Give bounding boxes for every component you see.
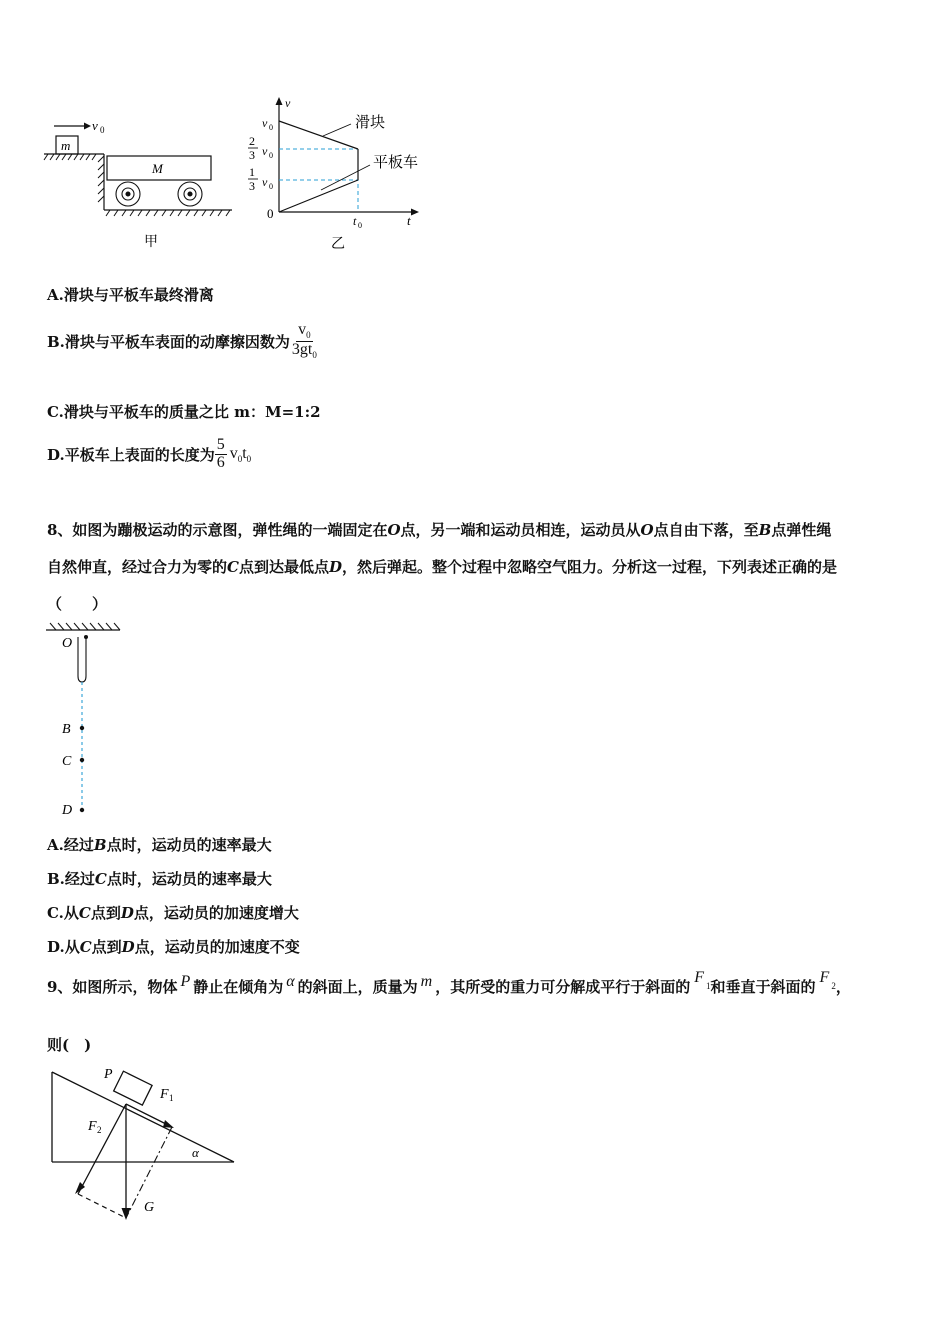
svg-text:2: 2 [249,134,255,148]
q8-option-a: A.经过B点时，运动员的速率最大 [47,836,272,854]
svg-text:2: 2 [97,1125,102,1135]
svg-text:v: v [262,144,268,158]
svg-text:M: M [152,161,163,176]
svg-text:t: t [353,214,357,228]
q7-option-b [47,322,319,360]
q9-stem-line2: 则( ) [47,1036,92,1054]
svg-text:1: 1 [249,165,255,179]
svg-text:P: P [104,1067,113,1082]
force-F2-arrow [78,1104,126,1194]
q9-stem-line1: 9、如图所示，物体 P 静止在倾角为 α 的斜面上，质量为 m ，其所受的重力可分解成平行于斜面的 F 1 和垂直于斜面的 F 2 ， [47,969,851,996]
q8-stem-line2: 自然伸直，经过合力为零的C点到达最低点D，然后弹起。整个过程中忽略空气阻力。分析这一过程，下列表述正确的是 [47,558,838,576]
svg-text:O: O [62,636,73,651]
svg-text:F: F [88,1119,97,1134]
caption-yi: 乙 [331,237,345,252]
figure-bungee [40,620,140,820]
q8-answer-paren: （ ） [47,595,108,613]
svg-text:1: 1 [169,1093,174,1103]
q7-option-c: C.滑块与平板车的质量之比 m：M=1:2 [47,403,321,421]
label-cart: 平板车 [373,155,419,171]
svg-text:3: 3 [249,148,255,162]
figure-incline [40,1060,250,1230]
q7-option-d-fraction: $\frac{5}{6}$ [216,436,225,471]
svg-text:0: 0 [269,182,273,191]
q8-option-b: B.经过C点时，运动员的速率最大 [47,870,272,888]
slider-vt-line [279,121,358,149]
svg-text:t: t [407,213,411,228]
svg-text:3: 3 [249,179,255,193]
block-P [114,1071,152,1105]
q7-option-a: A.滑块与平板车最终滑离 [47,286,214,304]
figure-jia [40,110,240,250]
q7-option-b-text: B.滑块与平板车表面的动摩擦因数为 [47,332,290,351]
svg-text:v: v [262,175,268,189]
svg-text:v: v [262,116,268,130]
svg-text:0: 0 [358,221,362,230]
q7-option-d-text: D.平板车上表面的长度为 [47,445,215,464]
svg-text:B: B [62,722,71,737]
q8-stem-line1: 8、如图为蹦极运动的示意图，弹性绳的一端固定在O点，另一端和运动员相连，运动员从O点自由下落，至B点弹性绳 [47,521,832,539]
svg-text:C: C [62,754,72,769]
label-slider: 滑块 [355,115,386,131]
wheel-left [116,182,140,206]
svg-text:F: F [160,1087,169,1102]
jia-v0-label: v [92,118,98,133]
svg-text:v: v [285,96,291,110]
svg-text:m: m [61,138,71,153]
q8-option-c: C.从C点到D点，运动员的加速度增大 [47,904,299,922]
svg-text:0: 0 [100,125,105,135]
caption-jia: 甲 [144,235,158,250]
bungee-rope-slack [78,637,86,682]
figure-yi-vt-graph [245,92,445,254]
svg-text:0: 0 [269,151,273,160]
svg-text:0: 0 [269,123,273,132]
svg-text:α: α [192,1145,199,1160]
svg-text:0: 0 [267,206,274,221]
q8-option-d: D.从C点到D点，运动员的加速度不变 [47,938,300,956]
wheel-right [178,182,202,206]
q7-option-b-fraction: $\frac{v_0}{3gt_0}$ [291,321,317,360]
q7-option-d: D.平板车上表面的长度为 $\frac{5}{6}$ $v_0t_0$ [47,436,252,471]
svg-text:D: D [62,803,73,818]
cart-vt-line [279,180,358,212]
svg-text:G: G [144,1200,155,1215]
